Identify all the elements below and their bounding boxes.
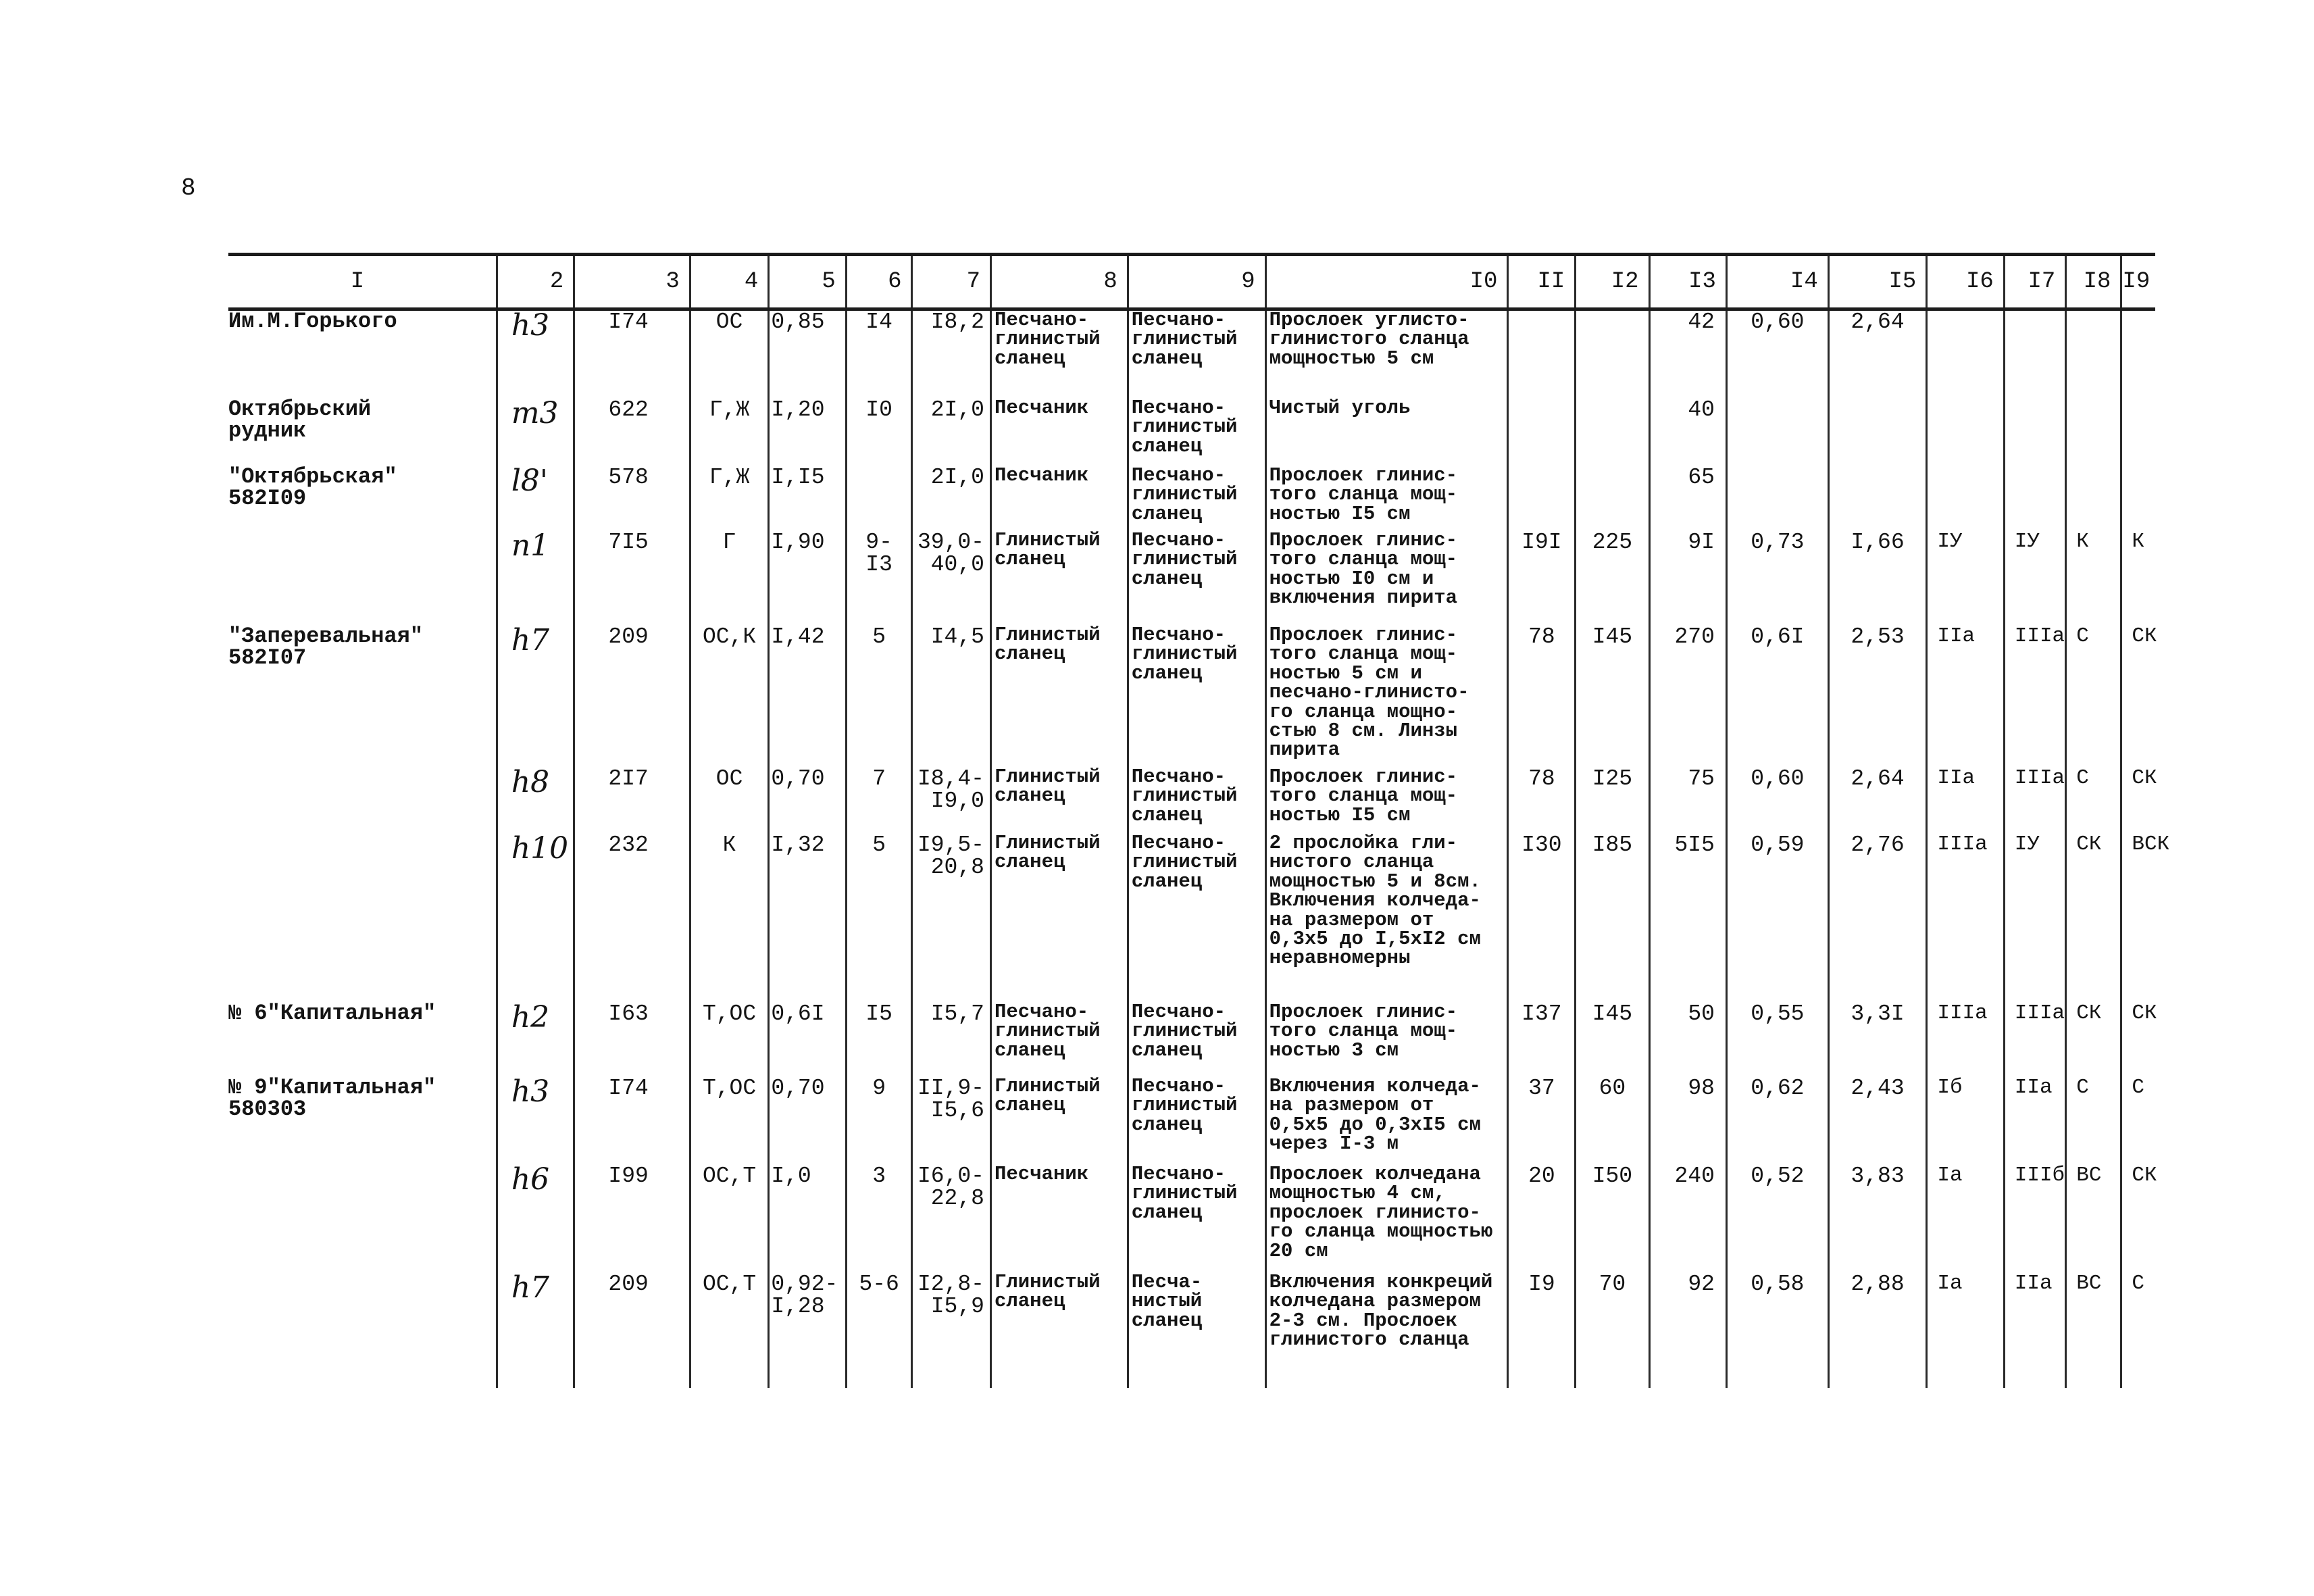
seam-index-cell: h3 — [497, 1077, 574, 1165]
seam-index-cell: h7 — [497, 626, 574, 768]
class-19-cell — [2121, 309, 2155, 399]
column-header-5: 5 — [769, 255, 846, 309]
coal-seam-table — [228, 253, 2170, 1388]
thickness-cell: 0,92- I,28 — [769, 1273, 846, 1388]
class-19-cell: С — [2121, 1077, 2155, 1165]
column-header-2: 2 — [497, 255, 574, 309]
col-11-cell — [1508, 309, 1576, 399]
class-16-cell — [1927, 399, 2004, 466]
dip-angle-cell: 5-6 — [846, 1273, 912, 1388]
col-13-cell: 5I5 — [1649, 834, 1726, 1003]
floor-rock-cell: Песчано- глинистый сланец — [1128, 309, 1265, 399]
dip-angle-cell: I0 — [846, 399, 912, 466]
col-14-cell: 0,62 — [1726, 1077, 1828, 1165]
col-13-cell: 42 — [1649, 309, 1726, 399]
class-19-cell: К — [2121, 531, 2155, 626]
seam-index-cell: h7 — [497, 1273, 574, 1388]
mine-name-cell: № 9"Капитальная" 580303 — [228, 1075, 436, 1122]
dip-angle-cell: I4 — [846, 309, 912, 399]
mine-name-cell — [228, 1165, 497, 1273]
col-14-cell: 0,6I — [1726, 626, 1828, 768]
coal-grade-cell: ОС — [690, 309, 768, 399]
col-15-cell: 2,88 — [1828, 1273, 1927, 1388]
class-19-cell: СК — [2121, 768, 2155, 834]
col-11-cell: I9 — [1508, 1273, 1576, 1388]
roof-rock-cell: Глинистый сланец — [990, 1273, 1128, 1388]
floor-rock-cell: Песчано- глинистый сланец — [1128, 1077, 1265, 1165]
class-17-cell: IIа — [2004, 1077, 2066, 1165]
class-18-cell: СК — [2066, 1003, 2121, 1077]
class-16-cell: IIа — [1927, 626, 2004, 768]
column-header-6: 6 — [846, 255, 912, 309]
depth-cell: 2I7 — [574, 768, 690, 834]
floor-rock-cell: Песчано- глинистый сланец — [1128, 531, 1265, 626]
seam-structure-cell: Прослоек колчедана мощностью 4 см, прослоек глинисто- го сланца мощностью 20 см — [1265, 1165, 1508, 1273]
depth-cell: 7I5 — [574, 531, 690, 626]
col-11-cell: 78 — [1508, 626, 1576, 768]
ash-cell: II,9- I5,6 — [912, 1077, 990, 1165]
dip-angle-cell: 9- I3 — [846, 531, 912, 626]
floor-rock-cell: Песчано- глинистый сланец — [1128, 1165, 1265, 1273]
col-14-cell: 0,59 — [1726, 834, 1828, 1003]
column-header-12: I2 — [1576, 255, 1649, 309]
class-18-cell: С — [2066, 768, 2121, 834]
col-13-cell: 92 — [1649, 1273, 1726, 1388]
col-14-cell: 0,58 — [1726, 1273, 1828, 1388]
class-16-cell: Iа — [1927, 1273, 2004, 1388]
col-11-cell: 37 — [1508, 1077, 1576, 1165]
col-15-cell: 3,3I — [1828, 1003, 1927, 1077]
col-13-cell: 65 — [1649, 466, 1726, 531]
class-19-cell — [2121, 466, 2155, 531]
col-14-cell — [1726, 399, 1828, 466]
seam-structure-cell: Прослоек глинис- того сланца мощ- ностью 5 см и песчано-глинисто- го сланца мощно- стью 8 см. Линзы пирита — [1265, 626, 1508, 768]
ash-cell: 39,0- 40,0 — [912, 531, 990, 626]
class-16-cell — [1927, 309, 2004, 399]
table-row — [228, 626, 2155, 768]
column-header-17: I7 — [2004, 255, 2066, 309]
roof-rock-cell: Песчано- глинистый сланец — [990, 309, 1128, 399]
table-row — [228, 1273, 2155, 1388]
col-13-cell: 40 — [1649, 399, 1726, 466]
table-row — [228, 834, 2155, 1003]
roof-rock-cell: Глинистый сланец — [990, 834, 1128, 1003]
col-12-cell: 225 — [1576, 531, 1649, 626]
col-14-cell: 0,52 — [1726, 1165, 1828, 1273]
ash-cell: I6,0- 22,8 — [912, 1165, 990, 1273]
class-19-cell — [2121, 399, 2155, 466]
col-15-cell: I,66 — [1828, 531, 1927, 626]
column-header-18: I8 — [2066, 255, 2121, 309]
table-row — [228, 399, 2155, 466]
mine-name-cell: Им.М.Горького — [228, 309, 397, 334]
col-15-cell: 2,43 — [1828, 1077, 1927, 1165]
seam-index-cell: l8' — [497, 466, 574, 531]
mine-name-cell: № 6"Капитальная" — [228, 1001, 436, 1026]
col-11-cell: I9I — [1508, 531, 1576, 626]
floor-rock-cell: Песчано- глинистый сланец — [1128, 834, 1265, 1003]
class-18-cell: СК — [2066, 834, 2121, 1003]
dip-angle-cell: 5 — [846, 834, 912, 1003]
depth-cell: I63 — [574, 1003, 690, 1077]
dip-angle-cell: 3 — [846, 1165, 912, 1273]
ash-cell: I8,2 — [912, 309, 990, 399]
mine-name-cell — [228, 1273, 497, 1388]
header-row — [228, 255, 2155, 309]
depth-cell: I74 — [574, 309, 690, 399]
col-14-cell — [1726, 466, 1828, 531]
class-18-cell: ВС — [2066, 1165, 2121, 1273]
col-11-cell — [1508, 399, 1576, 466]
seam-structure-cell: 2 прослойка гли- нистого сланца мощностью 5 и 8см. Включения колчеда- на размером от 0,3х5 до I,5хI2 см неравномерны — [1265, 834, 1508, 1003]
roof-rock-cell: Песчаник — [990, 1165, 1128, 1273]
col-11-cell: 78 — [1508, 768, 1576, 834]
column-header-13: I3 — [1649, 255, 1726, 309]
class-17-cell: IУ — [2004, 834, 2066, 1003]
class-17-cell — [2004, 466, 2066, 531]
roof-rock-cell: Глинистый сланец — [990, 1077, 1128, 1165]
seam-structure-cell: Прослоек углисто- глинистого сланца мощностью 5 см — [1265, 309, 1508, 399]
floor-rock-cell: Песчано- глинистый сланец — [1128, 626, 1265, 768]
col-12-cell — [1576, 466, 1649, 531]
mine-name-cell — [228, 768, 497, 834]
col-11-cell: I30 — [1508, 834, 1576, 1003]
col-12-cell — [1576, 309, 1649, 399]
floor-rock-cell: Песчано- глинистый сланец — [1128, 399, 1265, 466]
column-header-10: I0 — [1265, 255, 1508, 309]
class-17-cell: IIа — [2004, 1273, 2066, 1388]
thickness-cell: I,0 — [769, 1165, 846, 1273]
column-header-1: I — [228, 255, 497, 309]
thickness-cell: I,32 — [769, 834, 846, 1003]
seam-structure-cell: Включения конкреций колчедана размером 2-3 см. Прослоек глинистого сланца — [1265, 1273, 1508, 1388]
class-17-cell: IIIа — [2004, 768, 2066, 834]
col-15-cell — [1828, 466, 1927, 531]
seam-structure-cell: Прослоек глинис- того сланца мощ- ностью I0 см и включения пирита — [1265, 531, 1508, 626]
column-header-7: 7 — [912, 255, 990, 309]
ash-cell: 2I,0 — [912, 466, 990, 531]
col-11-cell: I37 — [1508, 1003, 1576, 1077]
class-19-cell: СК — [2121, 1003, 2155, 1077]
table-row — [228, 1077, 2155, 1165]
column-header-15: I5 — [1828, 255, 1927, 309]
ash-cell: I4,5 — [912, 626, 990, 768]
table-row — [228, 1165, 2155, 1273]
seam-structure-cell: Чистый уголь — [1265, 399, 1508, 466]
column-header-14: I4 — [1726, 255, 1828, 309]
seam-index-cell: h3 — [497, 309, 574, 399]
class-19-cell: СК — [2121, 626, 2155, 768]
coal-grade-cell: ОС,Т — [690, 1165, 768, 1273]
column-header-8: 8 — [990, 255, 1128, 309]
table-row — [228, 531, 2155, 626]
class-18-cell — [2066, 309, 2121, 399]
mine-name-cell — [228, 531, 497, 626]
col-14-cell: 0,73 — [1726, 531, 1828, 626]
thickness-cell: I,20 — [769, 399, 846, 466]
coal-grade-cell: ОС,Т — [690, 1273, 768, 1388]
class-17-cell: IУ — [2004, 531, 2066, 626]
ash-cell: I8,4- I9,0 — [912, 768, 990, 834]
table-row — [228, 309, 2155, 399]
page-number: 8 — [181, 174, 196, 202]
roof-rock-cell: Песчано- глинистый сланец — [990, 1003, 1128, 1077]
depth-cell: 232 — [574, 834, 690, 1003]
class-17-cell — [2004, 309, 2066, 399]
col-11-cell — [1508, 466, 1576, 531]
depth-cell: I74 — [574, 1077, 690, 1165]
coal-grade-cell: Г — [690, 531, 768, 626]
col-12-cell: I45 — [1576, 1003, 1649, 1077]
col-12-cell: 70 — [1576, 1273, 1649, 1388]
dip-angle-cell: I5 — [846, 1003, 912, 1077]
column-header-4: 4 — [690, 255, 768, 309]
seam-structure-cell: Прослоек глинис- того сланца мощ- ностью I5 см — [1265, 768, 1508, 834]
class-18-cell — [2066, 466, 2121, 531]
thickness-cell: 0,6I — [769, 1003, 846, 1077]
class-16-cell: IIIа — [1927, 1003, 2004, 1077]
mine-name-cell: "Октябрьская" 582I09 — [228, 464, 397, 511]
col-11-cell: 20 — [1508, 1165, 1576, 1273]
seam-index-cell: h6 — [497, 1165, 574, 1273]
seam-index-cell: h8 — [497, 768, 574, 834]
col-15-cell: 2,64 — [1828, 309, 1927, 399]
coal-grade-cell: Т,ОС — [690, 1077, 768, 1165]
seam-index-cell: h2 — [497, 1003, 574, 1077]
class-18-cell: С — [2066, 1077, 2121, 1165]
col-13-cell: 75 — [1649, 768, 1726, 834]
thickness-cell: 0,85 — [769, 309, 846, 399]
mine-name-cell — [228, 834, 497, 1003]
seam-index-cell: n1 — [497, 531, 574, 626]
class-19-cell: ВСК — [2121, 834, 2155, 1003]
col-15-cell: 2,53 — [1828, 626, 1927, 768]
thickness-cell: 0,70 — [769, 768, 846, 834]
col-15-cell: 3,83 — [1828, 1165, 1927, 1273]
class-16-cell: IIа — [1927, 768, 2004, 834]
table-row — [228, 768, 2155, 834]
coal-grade-cell: ОС,К — [690, 626, 768, 768]
ash-cell: I2,8- I5,9 — [912, 1273, 990, 1388]
floor-rock-cell: Песчано- глинистый сланец — [1128, 768, 1265, 834]
class-17-cell: IIIа — [2004, 1003, 2066, 1077]
col-14-cell: 0,55 — [1726, 1003, 1828, 1077]
col-13-cell: 240 — [1649, 1165, 1726, 1273]
thickness-cell: I,I5 — [769, 466, 846, 531]
thickness-cell: I,90 — [769, 531, 846, 626]
class-18-cell: К — [2066, 531, 2121, 626]
coal-grade-cell: Г,Ж — [690, 399, 768, 466]
table-row — [228, 1003, 2155, 1077]
column-header-11: II — [1508, 255, 1576, 309]
roof-rock-cell: Глинистый сланец — [990, 531, 1128, 626]
col-13-cell: 9I — [1649, 531, 1726, 626]
coal-grade-cell: Г,Ж — [690, 466, 768, 531]
roof-rock-cell: Глинистый сланец — [990, 768, 1128, 834]
class-16-cell: Iа — [1927, 1165, 2004, 1273]
depth-cell: 209 — [574, 626, 690, 768]
class-18-cell: ВС — [2066, 1273, 2121, 1388]
coal-grade-cell: Т,ОС — [690, 1003, 768, 1077]
dip-angle-cell: 9 — [846, 1077, 912, 1165]
mine-name-cell: "Заперевальная" 582I07 — [228, 624, 424, 670]
class-17-cell — [2004, 399, 2066, 466]
ash-cell: I5,7 — [912, 1003, 990, 1077]
class-16-cell: Iб — [1927, 1077, 2004, 1165]
dip-angle-cell: 5 — [846, 626, 912, 768]
coal-grade-cell: К — [690, 834, 768, 1003]
col-12-cell: 60 — [1576, 1077, 1649, 1165]
seam-structure-cell: Прослоек глинис- того сланца мощ- ностью 3 см — [1265, 1003, 1508, 1077]
col-12-cell: I50 — [1576, 1165, 1649, 1273]
column-header-3: 3 — [574, 255, 690, 309]
col-13-cell: 98 — [1649, 1077, 1726, 1165]
depth-cell: I99 — [574, 1165, 690, 1273]
column-header-9: 9 — [1128, 255, 1265, 309]
ash-cell: I9,5- 20,8 — [912, 834, 990, 1003]
column-header-16: I6 — [1927, 255, 2004, 309]
floor-rock-cell: Песчано- глинистый сланец — [1128, 1003, 1265, 1077]
col-14-cell: 0,60 — [1726, 309, 1828, 399]
coal-grade-cell: ОС — [690, 768, 768, 834]
thickness-cell: 0,70 — [769, 1077, 846, 1165]
class-19-cell: С — [2121, 1273, 2155, 1388]
seam-index-cell: h10 — [497, 834, 574, 1003]
class-17-cell: IIIа — [2004, 626, 2066, 768]
class-18-cell: С — [2066, 626, 2121, 768]
class-16-cell: IIIа — [1927, 834, 2004, 1003]
class-16-cell — [1927, 466, 2004, 531]
col-15-cell: 2,64 — [1828, 768, 1927, 834]
col-15-cell — [1828, 399, 1927, 466]
floor-rock-cell: Песчано- глинистый сланец — [1128, 466, 1265, 531]
depth-cell: 209 — [574, 1273, 690, 1388]
dip-angle-cell: 7 — [846, 768, 912, 834]
depth-cell: 622 — [574, 399, 690, 466]
roof-rock-cell: Песчаник — [990, 466, 1128, 531]
depth-cell: 578 — [574, 466, 690, 531]
table-row — [228, 466, 2155, 531]
col-12-cell: I25 — [1576, 768, 1649, 834]
col-13-cell: 50 — [1649, 1003, 1726, 1077]
roof-rock-cell: Глинистый сланец — [990, 626, 1128, 768]
mine-name-cell: Октябрьский рудник — [228, 397, 372, 443]
roof-rock-cell: Песчаник — [990, 399, 1128, 466]
class-18-cell — [2066, 399, 2121, 466]
col-12-cell: I45 — [1576, 626, 1649, 768]
col-12-cell — [1576, 399, 1649, 466]
column-header-19: I9 — [2121, 255, 2155, 309]
class-16-cell: IУ — [1927, 531, 2004, 626]
dip-angle-cell — [846, 466, 912, 531]
seam-structure-cell: Прослоек глинис- того сланца мощ- ностью I5 см — [1265, 466, 1508, 531]
floor-rock-cell: Песча- нистый сланец — [1128, 1273, 1265, 1388]
col-13-cell: 270 — [1649, 626, 1726, 768]
class-17-cell: IIIб — [2004, 1165, 2066, 1273]
col-12-cell: I85 — [1576, 834, 1649, 1003]
seam-structure-cell: Включения колчеда- на размером от 0,5х5 до 0,3хI5 см через I-3 м — [1265, 1077, 1508, 1165]
col-15-cell: 2,76 — [1828, 834, 1927, 1003]
col-14-cell: 0,60 — [1726, 768, 1828, 834]
seam-index-cell: m3 — [497, 399, 574, 466]
class-19-cell: СК — [2121, 1165, 2155, 1273]
thickness-cell: I,42 — [769, 626, 846, 768]
ash-cell: 2I,0 — [912, 399, 990, 466]
